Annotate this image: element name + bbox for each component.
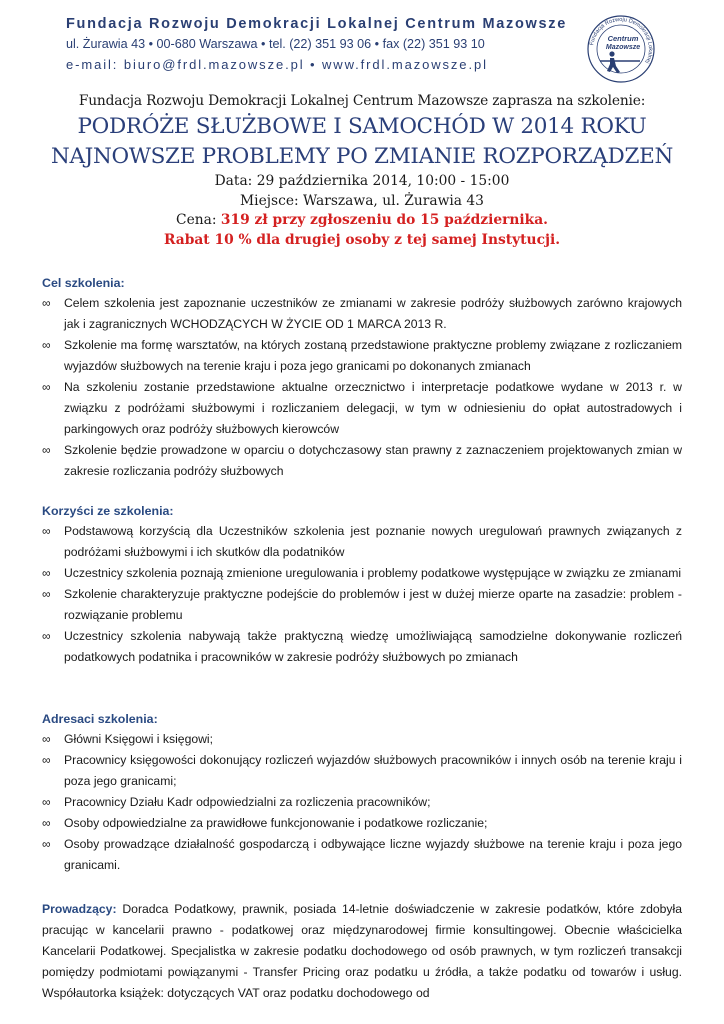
infinity-bullet-icon: ∞ — [42, 629, 51, 643]
list-item — [42, 293, 682, 335]
presenter-text: Doradca Podatkowy, prawnik, posiada 14-letnie doświadczenie w zakresie podatków, które zdobyła pracując w kancelarii prawno - podatkowej oraz międzynarodowej firmie konsultingowej. Obecnie właścicielka Kancelarii Podatkowej. Specjalistka w zakresie podatku dochodowego od osób prawnych, w tym rozliczeń transakcji pomiędzy podmiotami powiązanymi - Transfer Pricing oraz podatku u źródła, a także podatku od towarów i usług. Współautorka książek: dotyczących VAT oraz podatku dochodowego od — [42, 902, 682, 1000]
list-item-text: Uczestnicy szkolenia poznają zmienione uregulowania i problemy podatkowe występujące w związku ze zmianami — [64, 566, 682, 580]
list-item — [42, 834, 682, 876]
logo-center-line2: Mazowsze — [605, 44, 641, 51]
letterhead-text — [66, 14, 566, 75]
infinity-bullet-icon: ∞ — [42, 587, 51, 601]
list-item-text: Szkolenie będzie prowadzone w oparciu o dotychczasowy stan prawny z zaznaczeniem projektowanych zmian w zakresie rozliczania podróży służbowych — [64, 443, 682, 478]
list-item — [42, 813, 682, 834]
infinity-bullet-icon: ∞ — [42, 338, 51, 352]
course-date: Data: 29 października 2014, 10:00 - 15:00 — [214, 173, 510, 189]
infinity-bullet-icon: ∞ — [42, 795, 51, 809]
list-item-text: Uczestnicy szkolenia nabywają także praktyczną wiedzę umożliwiającą samodzielne dokonywanie rozliczeń podatkowych podatnika i pracowników w zakresie podróży służbowych po zmianach — [64, 629, 682, 664]
course-place: Miejsce: Warszawa, ul. Żurawia 43 — [240, 192, 484, 209]
infinity-bullet-icon: ∞ — [42, 443, 51, 457]
course-price — [0, 211, 724, 231]
list-item-text: Osoby odpowiedzialne za prawidłowe funkcjonowanie i podatkowe rozliczanie; — [64, 816, 488, 830]
audience-list — [42, 729, 682, 876]
list-item-text: Podstawową korzyścią dla Uczestników szkolenia jest poznanie nowych uregulowań prawnych związanych z podróżami służbowymi i ich skutków dla podatników — [64, 524, 682, 559]
org-name: Fundacja Rozwoju Demokracji Lokalnej Centrum Mazowsze — [66, 16, 568, 32]
goals-section — [42, 273, 682, 482]
infinity-bullet-icon: ∞ — [42, 296, 51, 310]
list-item-text: Pracownicy księgowości dokonujący rozliczeń wyjazdów służbowych pracowników i innych osób na terenie kraju i poza jego granicami; — [64, 753, 682, 788]
logo-center-line1: Centrum — [607, 34, 639, 43]
logo-ring-text: Fundacja Rozwoju Demokracji Lokalnej — [589, 16, 654, 65]
list-item — [42, 750, 682, 792]
course-title-line1: PODRÓŻE SŁUŻBOWE I SAMOCHÓD W 2014 ROKU — [77, 114, 647, 139]
contact-line: e-mail: biuro@frdl.mazowsze.pl • www.frdl.mazowsze.pl — [66, 57, 488, 72]
infinity-bullet-icon: ∞ — [42, 816, 51, 830]
letterhead — [0, 10, 724, 82]
audience-section — [42, 709, 682, 876]
list-item-text: Pracownicy Działu Kadr odpowiedzialni za rozliczenia pracowników; — [64, 795, 431, 809]
infinity-bullet-icon: ∞ — [42, 380, 51, 394]
list-item-text: Celem szkolenia jest zapoznanie uczestników ze zmianami w zakresie podróży służbowych zarówno krajowych jak i zagranicznych WCHODZĄCYCH W ŻYCIE OD 1 MARCA 2013 R. — [64, 296, 682, 331]
list-item — [42, 792, 682, 813]
list-item — [42, 584, 682, 626]
infinity-bullet-icon: ∞ — [42, 753, 51, 767]
infinity-bullet-icon: ∞ — [42, 566, 51, 580]
list-item-text: Szkolenie ma formę warsztatów, na których zostaną przedstawione praktyczne problemy związane z rozliczaniem wyjazdów służbowych na terenie kraju i poza jego granicami po dokonanych zmianach — [64, 338, 682, 373]
list-item — [42, 377, 682, 440]
audience-heading: Adresaci szkolenia: — [42, 712, 158, 726]
list-item — [42, 440, 682, 482]
foundation-logo — [586, 14, 656, 84]
infinity-bullet-icon: ∞ — [42, 524, 51, 538]
presenter-label: Prowadzący: — [42, 902, 117, 916]
list-item-text: Osoby prowadzące działalność gospodarczą i odbywające liczne wyjazdy służbowe na terenie kraju i poza jego granicami. — [64, 837, 682, 872]
logo-figure-icon — [600, 51, 640, 73]
invitation-text: Fundacja Rozwoju Demokracji Lokalnej Centrum Mazowsze zaprasza na szkolenie: — [78, 93, 646, 109]
infinity-bullet-icon: ∞ — [42, 732, 51, 746]
benefits-heading: Korzyści ze szkolenia: — [42, 504, 174, 518]
course-title-line2: NAJNOWSZE PROBLEMY PO ZMIANIE ROZPORZĄDZEŃ — [50, 144, 674, 169]
benefits-section — [42, 501, 682, 668]
benefits-list — [42, 521, 682, 668]
goals-list — [42, 293, 682, 482]
price-label: Cena: — [176, 212, 221, 228]
list-item-text: Główni Księgowi i księgowi; — [64, 732, 214, 746]
goals-heading: Cel szkolenia: — [42, 276, 125, 290]
course-discount: Rabat 10 % dla drugiej osoby z tej samej Instytucji. — [163, 231, 561, 248]
price-value: 319 zł przy zgłoszeniu do 15 października. — [220, 212, 548, 228]
address-line: ul. Żurawia 43 • 00-680 Warszawa • tel. (22) 351 93 06 • fax (22) 351 93 10 — [66, 37, 485, 51]
presenter-paragraph — [42, 899, 682, 1004]
list-item — [42, 335, 682, 377]
list-item-text: Na szkoleniu zostanie przedstawione aktualne orzecznictwo i interpretacje podatkowe wydane w 2013 r. w związku z podróżami służbowymi i rozliczaniem delegacji, w tym w odniesieniu do opłat autostradowych i parkingowych oraz podróży służbowych kierowców — [64, 380, 682, 436]
list-item-text: Szkolenie charakteryzuje praktyczne podejście do problemów i jest w dużej mierze oparte na zasadzie: problem - rozwiązanie problemu — [64, 587, 682, 622]
list-item — [42, 626, 682, 668]
infinity-bullet-icon: ∞ — [42, 837, 51, 851]
list-item — [42, 563, 682, 584]
intro-block — [0, 90, 724, 250]
list-item — [42, 729, 682, 750]
list-item — [42, 521, 682, 563]
